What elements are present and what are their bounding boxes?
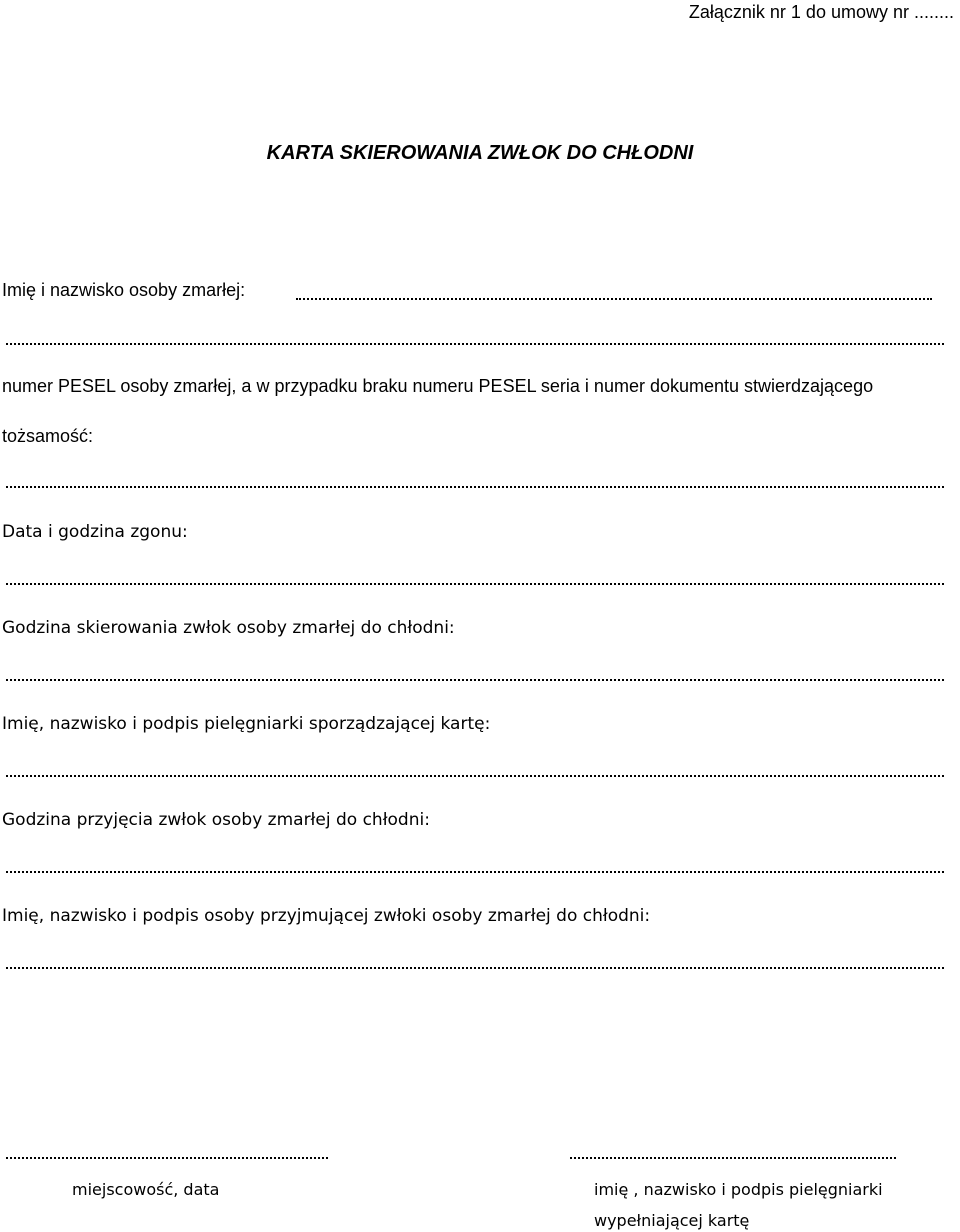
document-title: KARTA SKIEROWANIA ZWŁOK DO CHŁODNI — [266, 142, 694, 164]
referral-time-label: Godzina skierowania zwłok osoby zmarłej do chłodni: — [2, 618, 455, 638]
annex-reference: Załącznik nr 1 do umowy nr ........ — [688, 2, 954, 22]
admission-time-field[interactable] — [6, 871, 944, 873]
place-date-label: miejscowość, data — [72, 1180, 220, 1199]
nurse-final-signature-label-continued: wypełniającej kartę — [594, 1211, 750, 1230]
deceased-name-field[interactable] — [296, 298, 932, 300]
death-datetime-label: Data i godzina zgonu: — [2, 522, 188, 542]
pesel-field[interactable] — [6, 486, 944, 488]
nurse-final-signature-label: imię , nazwisko i podpis pielęgniarki — [594, 1180, 883, 1199]
receiver-signature-label: Imię, nazwisko i podpis osoby przyjmującej zwłoki osoby zmarłej do chłodni: — [2, 906, 651, 926]
referral-time-field[interactable] — [6, 679, 944, 681]
deceased-name-label: Imię i nazwisko osoby zmarłej: — [2, 280, 246, 300]
nurse-final-signature-field[interactable] — [570, 1157, 896, 1159]
nurse-signature-label: Imię, nazwisko i podpis pielęgniarki sporządzającej kartę: — [2, 714, 491, 734]
death-datetime-field[interactable] — [6, 583, 944, 585]
admission-time-label: Godzina przyjęcia zwłok osoby zmarłej do chłodni: — [2, 810, 430, 830]
pesel-label: numer PESEL osoby zmarłej, a w przypadku braku numeru PESEL seria i numer dokumentu stwierdzającego — [2, 376, 874, 396]
pesel-label-continued: tożsamość: — [2, 426, 94, 446]
deceased-name-field-line2[interactable] — [6, 343, 944, 345]
place-date-field[interactable] — [6, 1157, 328, 1159]
receiver-signature-field[interactable] — [6, 967, 944, 969]
nurse-signature-field[interactable] — [6, 775, 944, 777]
